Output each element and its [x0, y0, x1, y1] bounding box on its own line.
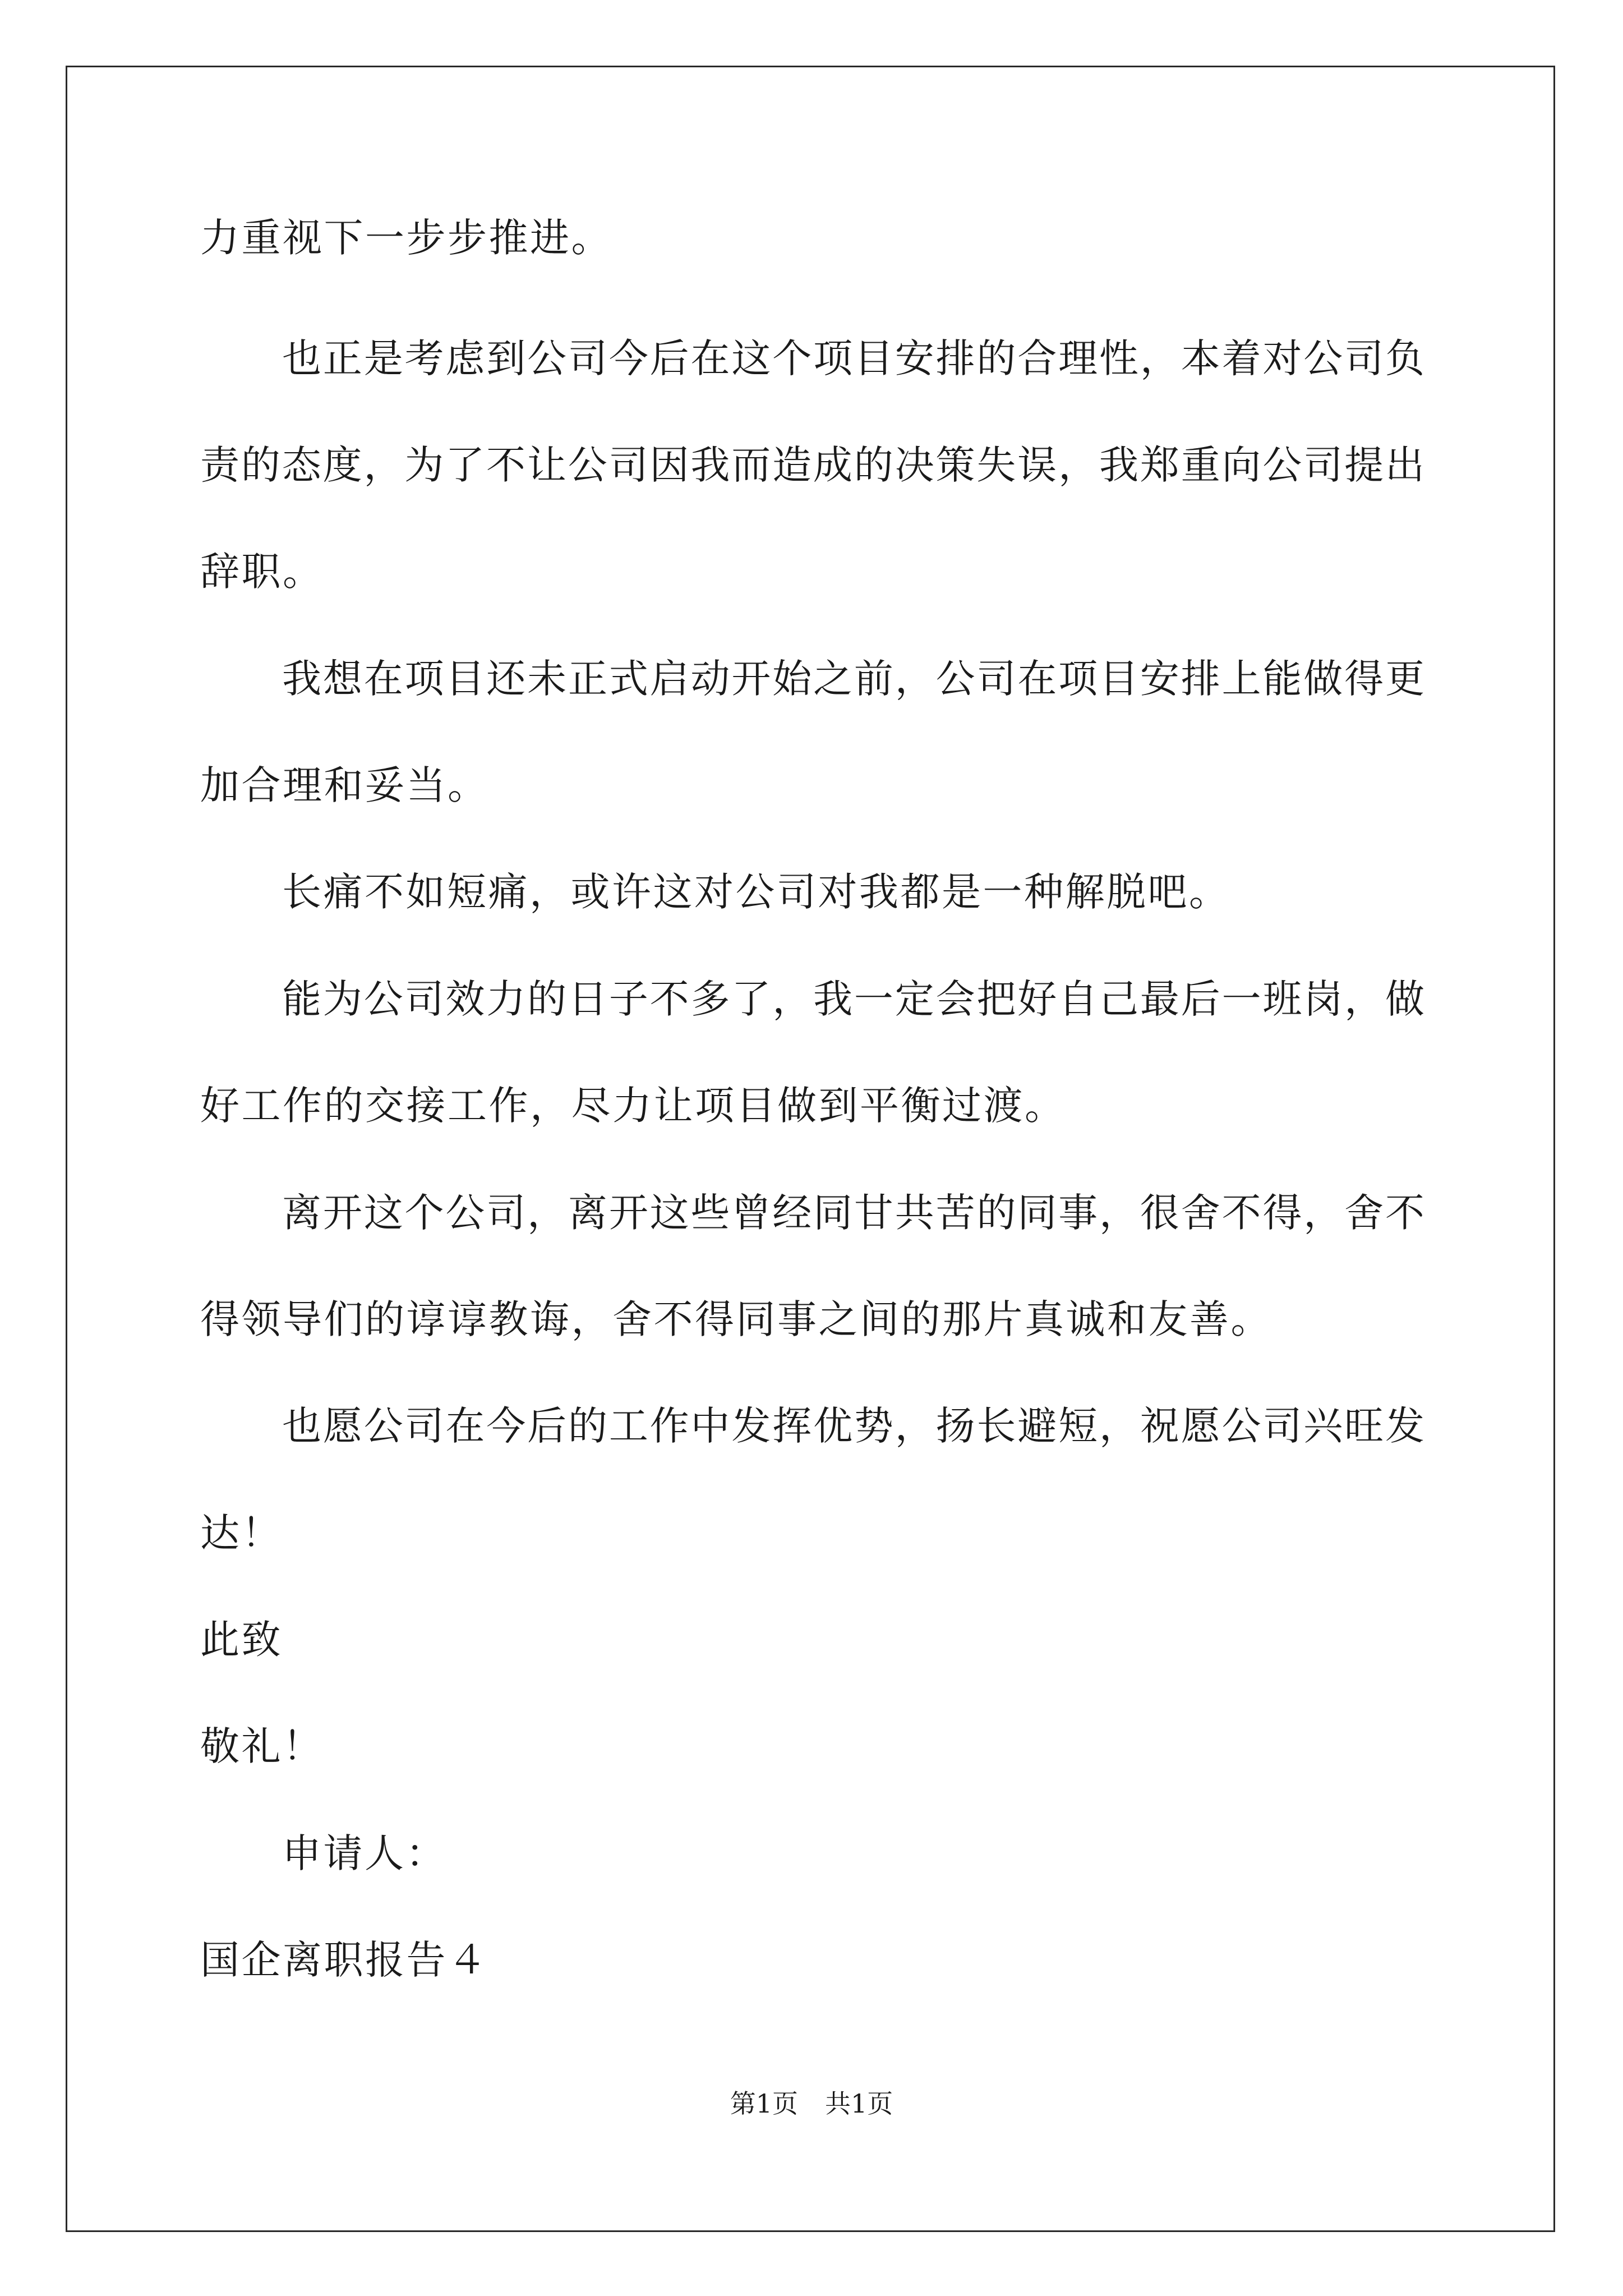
section-title: 国企离职报告４	[200, 1937, 489, 1983]
closing-regards: 敬礼！	[200, 1723, 324, 1769]
paragraph-line: 责的态度，为了不让公司因我而造成的决策失误，我郑重向公司提出	[200, 442, 1424, 488]
page-number-current: 第1页	[730, 2088, 798, 2119]
paragraph-line: 得领导们的谆谆教诲，舍不得同事之间的那片真诚和友善。	[200, 1296, 1272, 1342]
paragraph-line: 也愿公司在今后的工作中发挥优势，扬长避短，祝愿公司兴旺发	[282, 1403, 1424, 1449]
paragraph-line: 离开这个公司，离开这些曾经同甘共苦的同事，很舍不得，舍不	[282, 1190, 1424, 1236]
applicant-label: 申请人：	[282, 1830, 447, 1876]
paragraph-line: 加合理和妥当。	[200, 762, 489, 808]
paragraph-line: 也正是考虑到公司今后在这个项目安排的合理性，本着对公司负	[282, 335, 1424, 381]
paragraph-line: 达！	[200, 1510, 283, 1556]
page-footer	[0, 2087, 1623, 2120]
paragraph-line: 辞职。	[200, 549, 324, 595]
page-number-total: 共1页	[825, 2088, 893, 2119]
paragraph-line: 长痛不如短痛，或许这对公司对我都是一种解脱吧。	[282, 869, 1230, 915]
paragraph-line: 好工作的交接工作，尽力让项目做到平衡过渡。	[200, 1083, 1066, 1129]
paragraph-line: 能为公司效力的日子不多了，我一定会把好自己最后一班岗，做	[282, 976, 1424, 1022]
paragraph-line: 我想在项目还未正式启动开始之前，公司在项目安排上能做得更	[282, 656, 1424, 702]
closing-salutation: 此致	[200, 1617, 283, 1663]
page-border	[66, 66, 1555, 2232]
paragraph-line: 力重视下一步步推进。	[200, 215, 612, 261]
